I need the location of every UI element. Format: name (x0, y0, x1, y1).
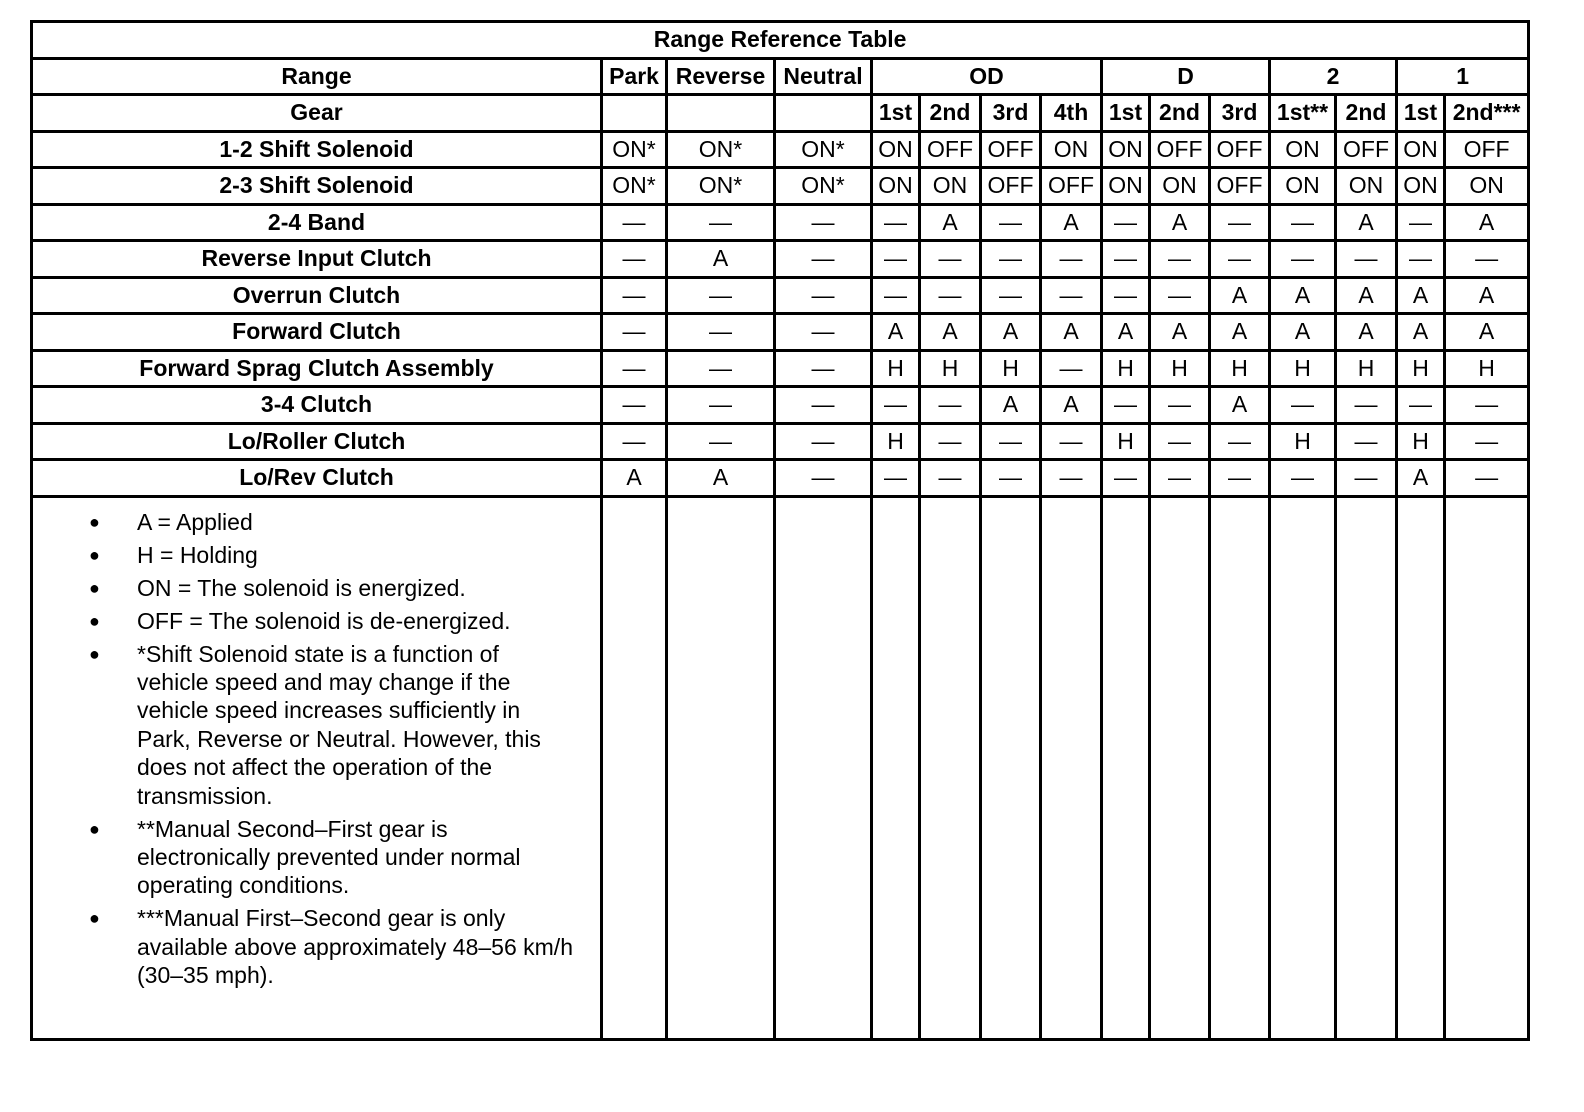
table-cell: — (1150, 460, 1210, 497)
table-cell: ON (1102, 131, 1150, 168)
table-cell: — (775, 241, 872, 278)
table-cell: A (1397, 314, 1445, 351)
table-cell: — (1336, 423, 1397, 460)
table-cell: — (667, 387, 775, 424)
table-cell: — (1041, 460, 1102, 497)
note-text: *Shift Solenoid state is a function of vehicle speed and may change if the vehicle speed increases sufficiently in Park, Reverse or Neutral. However, this does not affect the operation of the transmission. (137, 640, 541, 809)
gear-header-cell: 2nd*** (1445, 95, 1529, 132)
table-cell: — (1445, 460, 1529, 497)
table-cell: H (981, 350, 1041, 387)
table-row (32, 131, 1529, 168)
table-cell: H (872, 423, 920, 460)
table-cell: — (775, 277, 872, 314)
table-cell: ON (1150, 168, 1210, 205)
table-title: Range Reference Table (32, 22, 1529, 59)
table-cell: ON (872, 168, 920, 205)
table-cell: A (1270, 277, 1336, 314)
gear-header-row (32, 95, 1529, 132)
table-cell: — (1270, 460, 1336, 497)
table-row (32, 204, 1529, 241)
table-cell: — (775, 350, 872, 387)
table-row (32, 387, 1529, 424)
table-cell: OFF (1336, 131, 1397, 168)
table-cell: ON* (667, 131, 775, 168)
range-header-cell: 2 (1270, 58, 1397, 95)
table-cell: — (920, 241, 981, 278)
table-cell: — (775, 387, 872, 424)
table-cell: — (775, 314, 872, 351)
table-cell: — (602, 204, 667, 241)
table-cell: H (1336, 350, 1397, 387)
row-label: Lo/Rev Clutch (32, 460, 602, 497)
table-cell: H (1210, 350, 1270, 387)
table-row (32, 241, 1529, 278)
table-cell: — (667, 204, 775, 241)
notes-row (32, 496, 1529, 1039)
table-cell: — (1397, 387, 1445, 424)
gear-header-label: Gear (32, 95, 602, 132)
bullet-icon: ● (89, 908, 100, 929)
table-cell: A (1445, 204, 1529, 241)
table-cell: — (1041, 277, 1102, 314)
table-cell: A (1041, 204, 1102, 241)
note-item (33, 574, 600, 602)
gear-header-cell: 1st (1102, 95, 1150, 132)
table-cell: H (1102, 350, 1150, 387)
bullet-icon: ● (89, 643, 100, 664)
table-cell: — (602, 387, 667, 424)
gear-header-cell: 2nd (1150, 95, 1210, 132)
table-cell: A (602, 460, 667, 497)
table-cell: ON* (602, 168, 667, 205)
table-cell: — (1102, 460, 1150, 497)
table-cell: — (1270, 241, 1336, 278)
row-label: Reverse Input Clutch (32, 241, 602, 278)
table-cell: — (1210, 204, 1270, 241)
table-cell: — (1150, 241, 1210, 278)
table-cell: — (1336, 460, 1397, 497)
table-cell: — (602, 350, 667, 387)
table-cell: A (1336, 277, 1397, 314)
range-header-cell: Reverse (667, 58, 775, 95)
row-label: Lo/Roller Clutch (32, 423, 602, 460)
table-cell: OFF (1041, 168, 1102, 205)
row-label: 1-2 Shift Solenoid (32, 131, 602, 168)
range-header-cell: D (1102, 58, 1270, 95)
note-text: H = Holding (137, 541, 258, 568)
table-cell: H (1270, 423, 1336, 460)
table-cell: — (1270, 387, 1336, 424)
table-cell: H (1270, 350, 1336, 387)
gear-header-cell: 1st** (1270, 95, 1336, 132)
table-cell: — (920, 387, 981, 424)
table-cell: A (667, 241, 775, 278)
range-header-cell: 1 (1397, 58, 1529, 95)
table-cell: A (981, 387, 1041, 424)
table-cell: — (1210, 423, 1270, 460)
table-cell: OFF (981, 168, 1041, 205)
table-cell: A (667, 460, 775, 497)
empty-cell (602, 496, 667, 1039)
table-cell: — (667, 277, 775, 314)
empty-cell (1041, 496, 1102, 1039)
table-cell: A (981, 314, 1041, 351)
row-label: Forward Sprag Clutch Assembly (32, 350, 602, 387)
range-header-cell: Park (602, 58, 667, 95)
table-cell: A (1102, 314, 1150, 351)
table-cell: — (981, 460, 1041, 497)
table-cell: A (920, 204, 981, 241)
table-cell: — (872, 387, 920, 424)
note-item (33, 607, 600, 635)
table-cell: — (1102, 241, 1150, 278)
range-reference-table (30, 20, 1530, 1041)
table-row (32, 168, 1529, 205)
bullet-icon: ● (89, 544, 100, 565)
gear-header-cell: 1st (1397, 95, 1445, 132)
table-cell: — (1102, 204, 1150, 241)
table-cell: ON (1445, 168, 1529, 205)
bullet-icon: ● (89, 610, 100, 631)
table-cell: A (1150, 314, 1210, 351)
note-item (33, 815, 600, 900)
table-cell: A (1270, 314, 1336, 351)
table-cell: — (872, 204, 920, 241)
range-header-row (32, 58, 1529, 95)
empty-cell (1270, 496, 1336, 1039)
note-item (33, 541, 600, 569)
table-cell: ON* (667, 168, 775, 205)
table-cell: — (667, 350, 775, 387)
table-cell: OFF (1210, 168, 1270, 205)
gear-header-cell (667, 95, 775, 132)
table-cell: — (775, 460, 872, 497)
table-cell: ON* (775, 168, 872, 205)
table-cell: OFF (1445, 131, 1529, 168)
row-label: Overrun Clutch (32, 277, 602, 314)
gear-header-cell: 2nd (1336, 95, 1397, 132)
table-cell: — (1445, 387, 1529, 424)
bullet-icon: ● (89, 511, 100, 532)
table-cell: — (667, 314, 775, 351)
table-cell: OFF (920, 131, 981, 168)
table-cell: — (1445, 241, 1529, 278)
table-cell: — (1445, 423, 1529, 460)
range-header-label: Range (32, 58, 602, 95)
table-cell: A (1397, 460, 1445, 497)
table-cell: — (602, 277, 667, 314)
table-cell: OFF (1150, 131, 1210, 168)
table-cell: — (1210, 241, 1270, 278)
empty-cell (1336, 496, 1397, 1039)
gear-header-cell: 2nd (920, 95, 981, 132)
empty-cell (981, 496, 1041, 1039)
table-cell: H (1397, 423, 1445, 460)
table-cell: ON (1397, 168, 1445, 205)
table-cell: H (1102, 423, 1150, 460)
row-label: 2-4 Band (32, 204, 602, 241)
table-cell: — (667, 423, 775, 460)
table-cell: ON* (775, 131, 872, 168)
note-text: A = Applied (137, 508, 253, 535)
table-row (32, 460, 1529, 497)
table-cell: A (1041, 387, 1102, 424)
table-cell: ON (1041, 131, 1102, 168)
table-cell: H (1397, 350, 1445, 387)
table-cell: A (1445, 277, 1529, 314)
table-cell: H (920, 350, 981, 387)
gear-header-cell (602, 95, 667, 132)
table-cell: OFF (1210, 131, 1270, 168)
empty-cell (1150, 496, 1210, 1039)
row-label: 2-3 Shift Solenoid (32, 168, 602, 205)
table-row (32, 423, 1529, 460)
table-cell: A (1210, 387, 1270, 424)
table-cell: — (872, 241, 920, 278)
empty-cell (920, 496, 981, 1039)
bullet-icon: ● (89, 818, 100, 839)
table-cell: ON (872, 131, 920, 168)
gear-header-cell (775, 95, 872, 132)
table-cell: H (1445, 350, 1529, 387)
table-cell: — (1336, 387, 1397, 424)
table-cell: — (1397, 241, 1445, 278)
range-header-cell: OD (872, 58, 1102, 95)
table-cell: ON* (602, 131, 667, 168)
table-cell: ON (1270, 131, 1336, 168)
table-cell: ON (1397, 131, 1445, 168)
empty-cell (1210, 496, 1270, 1039)
table-row (32, 314, 1529, 351)
table-cell: — (981, 423, 1041, 460)
table-cell: H (1150, 350, 1210, 387)
table-cell: A (1336, 204, 1397, 241)
table-cell: — (1102, 277, 1150, 314)
table-cell: A (1336, 314, 1397, 351)
table-cell: — (602, 241, 667, 278)
table-cell: — (1041, 241, 1102, 278)
table-cell: A (1150, 204, 1210, 241)
table-cell: ON (1336, 168, 1397, 205)
empty-cell (667, 496, 775, 1039)
table-cell: A (1210, 314, 1270, 351)
table-cell: ON (920, 168, 981, 205)
table-cell: — (775, 423, 872, 460)
table-cell: — (602, 314, 667, 351)
table-cell: — (1150, 277, 1210, 314)
table-cell: — (920, 460, 981, 497)
empty-cell (1397, 496, 1445, 1039)
notes-list (33, 508, 600, 990)
row-label: 3-4 Clutch (32, 387, 602, 424)
row-label: Forward Clutch (32, 314, 602, 351)
table-cell: — (1041, 423, 1102, 460)
note-item (33, 508, 600, 536)
empty-cell (872, 496, 920, 1039)
note-item (33, 904, 600, 989)
table-cell: — (1150, 387, 1210, 424)
bullet-icon: ● (89, 577, 100, 598)
table-cell: — (1210, 460, 1270, 497)
table-cell: — (872, 277, 920, 314)
table-cell: A (1210, 277, 1270, 314)
table-cell: — (920, 423, 981, 460)
table-row (32, 350, 1529, 387)
gear-header-cell: 3rd (981, 95, 1041, 132)
table-cell: A (1445, 314, 1529, 351)
table-cell: OFF (981, 131, 1041, 168)
empty-cell (1102, 496, 1150, 1039)
table-cell: — (1270, 204, 1336, 241)
table-cell: — (872, 460, 920, 497)
table-cell: H (872, 350, 920, 387)
table-cell: A (872, 314, 920, 351)
note-text: OFF = The solenoid is de-energized. (137, 607, 511, 634)
gear-header-cell: 1st (872, 95, 920, 132)
note-text: ***Manual First–Second gear is only available above approximately 48–56 km/h (30–35 mph). (137, 905, 573, 989)
table-cell: — (981, 277, 1041, 314)
empty-cell (1445, 496, 1529, 1039)
table-cell: A (1397, 277, 1445, 314)
table-cell: ON (1102, 168, 1150, 205)
gear-header-cell: 3rd (1210, 95, 1270, 132)
table-cell: ON (1270, 168, 1336, 205)
table-cell: — (775, 204, 872, 241)
table-cell: — (602, 423, 667, 460)
table-cell: — (1102, 387, 1150, 424)
empty-cell (775, 496, 872, 1039)
note-text: ON = The solenoid is energized. (137, 574, 466, 601)
table-cell: — (1336, 241, 1397, 278)
table-cell: — (1041, 350, 1102, 387)
table-cell: A (1041, 314, 1102, 351)
note-item (33, 640, 600, 810)
range-header-cell: Neutral (775, 58, 872, 95)
notes-cell (32, 496, 602, 1039)
table-cell: — (1150, 423, 1210, 460)
note-text: **Manual Second–First gear is electronically prevented under normal operating conditions. (137, 815, 521, 899)
table-cell: — (920, 277, 981, 314)
table-cell: — (981, 204, 1041, 241)
table-cell: — (981, 241, 1041, 278)
table-cell: — (1397, 204, 1445, 241)
table-row (32, 277, 1529, 314)
table-cell: A (920, 314, 981, 351)
gear-header-cell: 4th (1041, 95, 1102, 132)
